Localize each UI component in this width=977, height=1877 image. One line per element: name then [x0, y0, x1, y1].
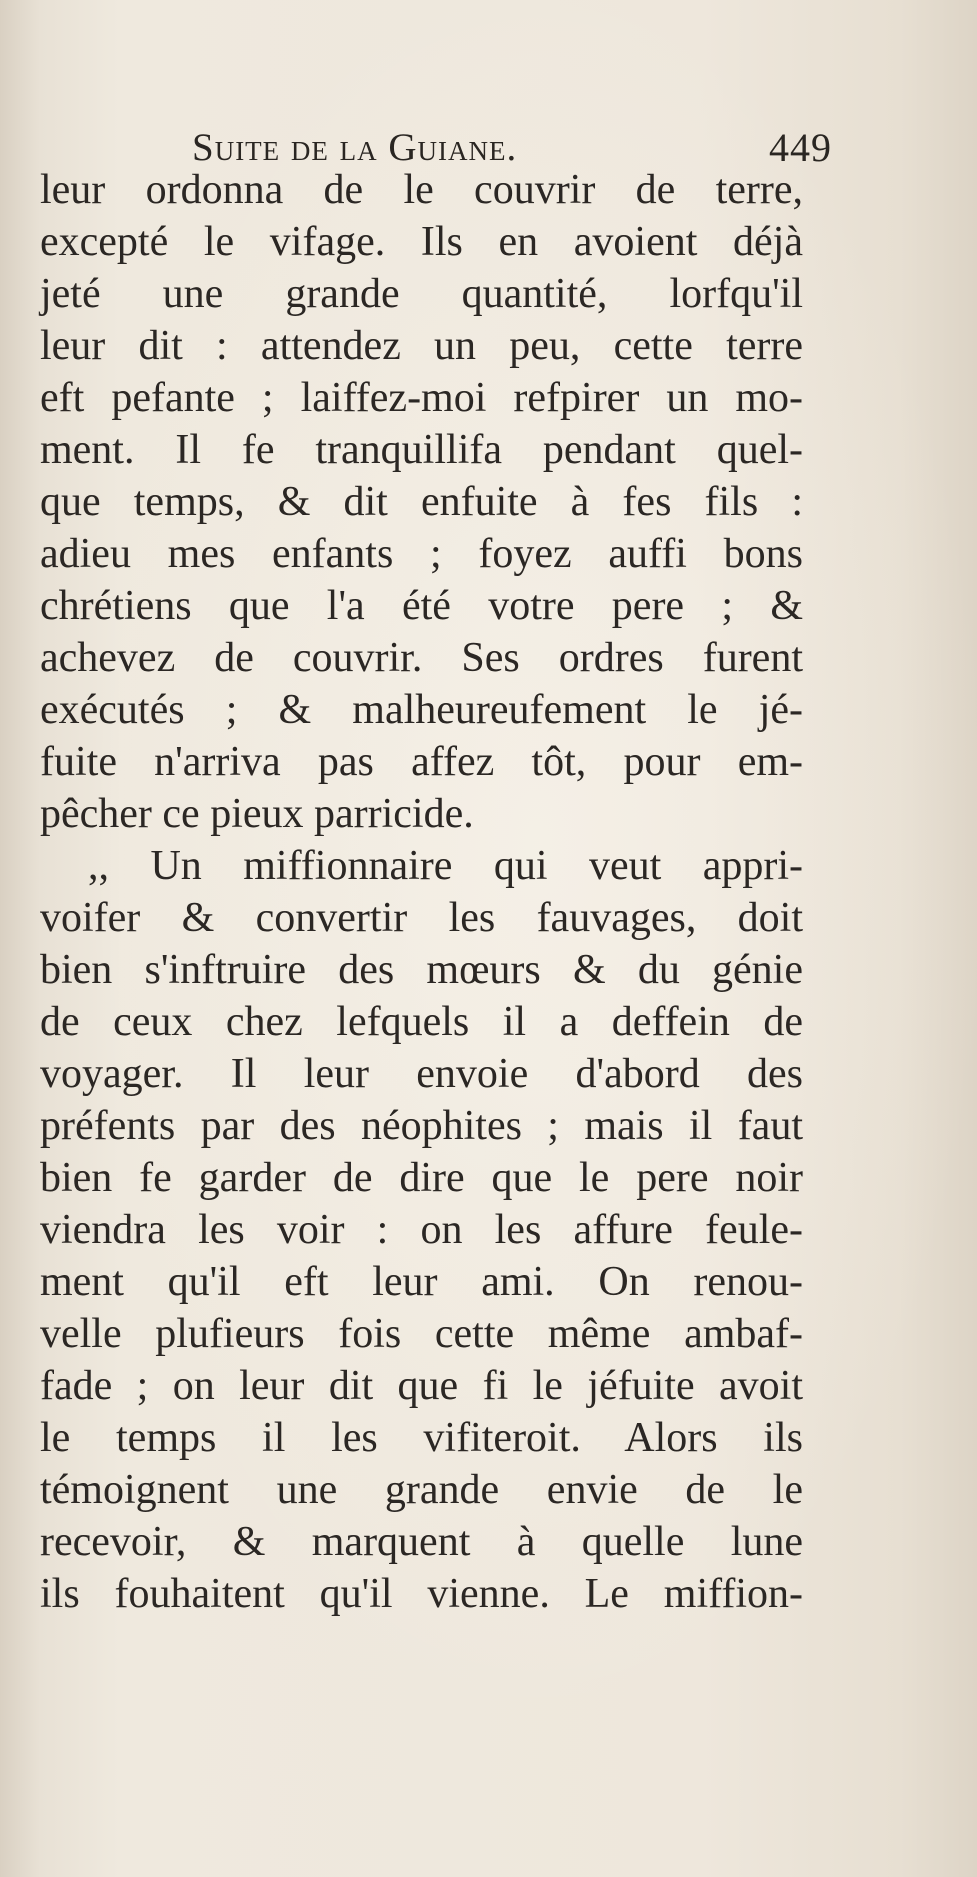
text-line: le temps il les vifiteroit. Alors ils — [40, 1415, 803, 1461]
text-line: de ceux chez lefquels il a deffein de — [40, 999, 803, 1045]
text-line: jeté une grande quantité, lorfqu'il — [40, 271, 803, 317]
text-line: recevoir, & marquent à quelle lune — [40, 1519, 803, 1565]
text-line: eft pefante ; laiffez-moi refpirer un mo- — [40, 375, 803, 421]
text-line: ils fouhaitent qu'il vienne. Le miffion- — [40, 1571, 803, 1617]
text-line: fuite n'arriva pas affez tôt, pour em- — [40, 739, 803, 785]
text-line: ment. Il fe tranquillifa pendant quel- — [40, 427, 803, 473]
text-line: que temps, & dit enfuite à fes fils : — [40, 479, 803, 525]
text-line: viendra les voir : on les affure feule- — [40, 1207, 803, 1253]
text-line: voifer & convertir les fauvages, doit — [40, 895, 803, 941]
text-line: voyager. Il leur envoie d'abord des — [40, 1051, 803, 1097]
text-line: leur ordonna de le couvrir de terre, — [40, 167, 803, 213]
text-line: excepté le vifage. Ils en avoient déjà — [40, 219, 803, 265]
text-line: chrétiens que l'a été votre pere ; & — [40, 583, 803, 629]
text-line: pêcher ce pieux parricide. — [40, 791, 474, 837]
text-line: bien fe garder de dire que le pere noir — [40, 1155, 803, 1201]
text-line: achevez de couvrir. Ses ordres furent — [40, 635, 803, 681]
text-line: témoignent une grande envie de le — [40, 1467, 803, 1513]
text-line: leur dit : attendez un peu, cette terre — [40, 323, 803, 369]
text-line: ment qu'il eft leur ami. On renou- — [40, 1259, 803, 1305]
text-line: bien s'inftruire des mœurs & du génie — [40, 947, 803, 993]
text-line: préfents par des néophites ; mais il faut — [40, 1103, 803, 1149]
text-line: exécutés ; & malheureufement le jé- — [40, 687, 803, 733]
text-line: velle plufieurs fois cette même ambaf- — [40, 1311, 803, 1357]
text-line: adieu mes enfants ; foyez auffi bons — [40, 531, 803, 577]
text-line: fade ; on leur dit que fi le jéfuite avoit — [40, 1363, 803, 1409]
running-title: Suite de la Guiane. — [192, 126, 518, 169]
text-line: ,, Un miffionnaire qui veut appri- — [88, 843, 803, 889]
page-number: 449 — [769, 125, 832, 170]
body-text — [40, 164, 803, 1620]
